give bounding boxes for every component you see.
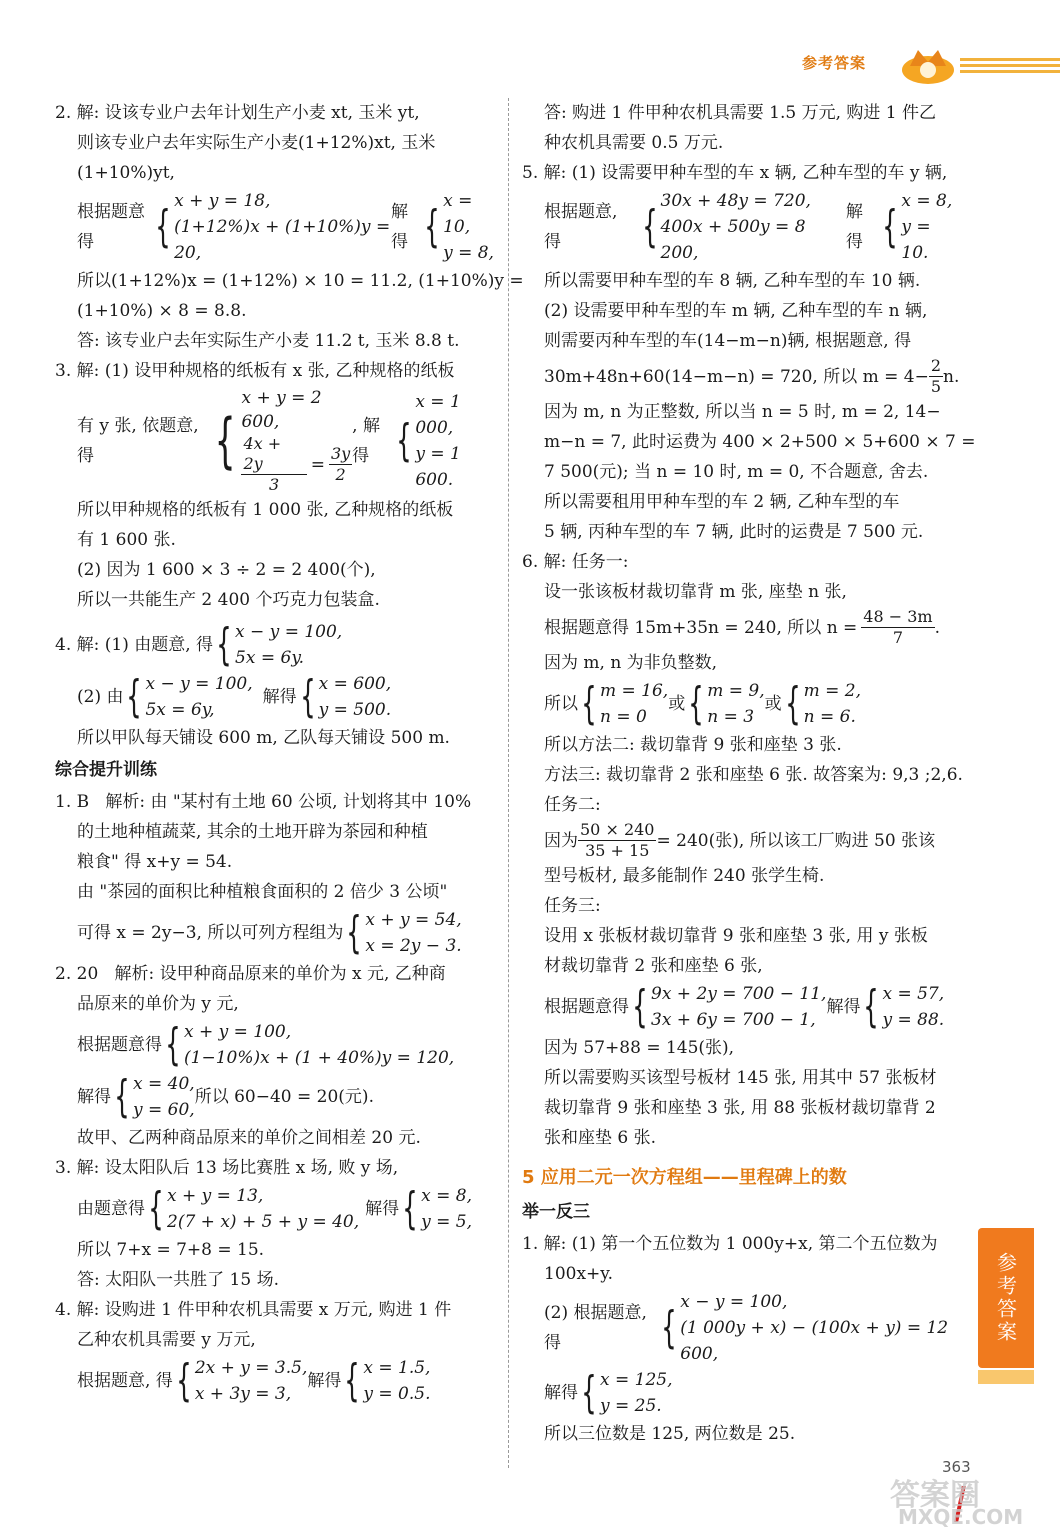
solution: x = 40,	[133, 1074, 195, 1094]
c5-line: 则需要丙种车型的车(14−m−n)辆, 根据题意, 得	[544, 331, 912, 351]
c5-line: 因为 m, n 为正整数, 所以当 n = 5 时, m = 2, 14−	[544, 402, 941, 422]
column-divider	[508, 98, 509, 1468]
c6-line: 方法三: 裁切靠背 2 张和座垫 6 张. 故答案为: 9,3 ;2,6.	[544, 765, 963, 785]
c5-line: n.	[943, 366, 960, 387]
or-label: 或	[764, 694, 782, 714]
c6-line: 设一张该板材裁切靠背 m 张, 座垫 n 张,	[544, 582, 847, 602]
c2-solution	[55, 1071, 495, 1123]
c4-solve-label: 解得	[307, 1371, 342, 1391]
brace-icon: {	[581, 678, 597, 729]
side-tab: 参考答案	[978, 1228, 1034, 1368]
page-number: 363	[942, 1458, 971, 1476]
fraction-numerator: 4x + 2y	[241, 434, 306, 475]
c4-line: 4. 解: 设购进 1 件甲种农机具需要 x 万元, 购进 1 件	[55, 1300, 452, 1320]
equation: 5x = 6y,	[145, 700, 215, 720]
c6-fraction-line	[522, 607, 962, 648]
solution: y = 60,	[133, 1100, 195, 1120]
brace-icon: {	[214, 405, 236, 476]
equation: 2(7 + x) + 5 + y = 40,	[167, 1212, 360, 1232]
c6-prefix-2: 根据题意得	[544, 997, 629, 1017]
r1-solution	[522, 1367, 962, 1419]
c4end-line: 答: 购进 1 件甲种农机具需要 1.5 万元, 购进 1 件乙	[544, 103, 937, 123]
brace-icon: {	[424, 201, 440, 252]
c5-line: m−n = 7, 此时运费为 400 × 2+500 × 5+600 × 7 =	[544, 432, 976, 452]
chapter-heading: 5 应用二元一次方程组——里程碑上的数	[522, 1167, 847, 1188]
solution: m = 9,	[707, 681, 765, 701]
r1-system	[522, 1289, 962, 1367]
c6-line: 所以方法二: 裁切靠背 9 张和座垫 3 张.	[544, 735, 842, 755]
equation: x + y = 2 600,	[241, 388, 322, 432]
r1-line: 1. 解: (1) 第一个五位数为 1 000y+x, 第二个五位数为	[522, 1234, 938, 1254]
c5-line: 30m+48n+60(14−m−n) = 720, 所以 m = 4−	[544, 366, 929, 387]
q3-system-prefix: 有 y 张, 依题意, 得	[77, 415, 199, 466]
c6-line: 任务二:	[544, 795, 601, 815]
fraction-denominator: 35 + 15	[585, 841, 650, 860]
c1-line: 由 "茶园的面积比种植粮食面积的 2 倍少 3 公顷"	[77, 882, 448, 902]
c6-line: 材裁切靠背 2 张和座垫 6 张,	[544, 956, 763, 976]
equation: 400x + 500y = 8 200,	[660, 217, 806, 263]
c5-line: 5. 解: (1) 设需要甲种车型的车 x 辆, 乙种车型的车 y 辆,	[522, 163, 948, 183]
c4-prefix: 根据题意, 得	[77, 1371, 173, 1391]
brace-icon: {	[165, 1019, 181, 1070]
section-heading: 综合提升训练	[55, 760, 157, 780]
brace-icon: {	[346, 907, 363, 958]
c3-line: 所以 7+x = 7+8 = 15.	[77, 1240, 265, 1260]
header-stripes	[960, 58, 1060, 82]
solution: x = 1 000,	[415, 391, 461, 438]
c3-system	[55, 1183, 495, 1235]
c3-solve-label: 解得	[365, 1199, 400, 1219]
brace-icon: {	[176, 1355, 192, 1406]
q2-line: (1+10%)yt,	[77, 163, 175, 183]
q3-line: 所以甲种规格的纸板有 1 000 张, 乙种规格的纸板	[77, 500, 454, 520]
equation: x + y = 13,	[167, 1186, 264, 1206]
fraction-numerator: 3y	[330, 444, 351, 463]
solution: y = 500.	[318, 700, 392, 720]
c5-fraction-line	[522, 356, 962, 397]
brace-icon: {	[632, 981, 648, 1032]
fraction-numerator: 48 − 3m	[863, 607, 933, 626]
fraction-numerator: 50 × 240	[580, 820, 655, 839]
fraction-denominator: 3	[268, 475, 280, 494]
solution: x = 1.5,	[363, 1358, 431, 1378]
c6-line: 裁切靠背 9 张和座垫 3 张, 用 88 张板材裁切靠背 2	[544, 1098, 936, 1118]
c1-line: 粮食" 得 x+y = 54.	[77, 852, 233, 872]
r1-line: 100x+y.	[544, 1264, 614, 1284]
watermark-url: MXQE.COM	[898, 1505, 1024, 1529]
left-column	[55, 98, 524, 1407]
q4-prefix-2: (2) 由	[77, 687, 124, 707]
brace-icon: {	[155, 201, 171, 252]
solution: n = 3	[707, 707, 755, 727]
c3-line: 答: 太阳队一共胜了 15 场.	[77, 1270, 279, 1290]
r1-prefix: (2) 根据题意, 得	[544, 1303, 647, 1353]
c6-line: = 240(张), 所以该工厂购进 50 张该	[656, 830, 936, 851]
solution: y = 88.	[882, 1010, 945, 1030]
solution: y = 10.	[901, 217, 931, 263]
fraction-denominator: 7	[892, 628, 904, 647]
q4-solve-label: 解得	[262, 687, 297, 707]
brace-icon: {	[688, 678, 704, 729]
q4-system	[55, 619, 495, 671]
r1-line: 所以三位数是 125, 两位数是 25.	[544, 1424, 796, 1444]
q2-system-prefix: 根据题意得	[77, 202, 145, 252]
equation: (1+12%)x + (1+10%)y = 20,	[174, 217, 391, 263]
equation: x + y = 54,	[365, 910, 462, 930]
c5-system	[522, 188, 962, 266]
c2-line: 2. 20 解析: 设甲种商品原来的单价为 x 元, 乙种商	[55, 964, 446, 984]
c6-line: 因为 m, n 为非负整数,	[544, 653, 718, 673]
right-column	[522, 98, 976, 1449]
brace-icon: {	[581, 1367, 597, 1418]
q3-line: 所以一共能生产 2 400 个巧克力包装盒.	[77, 590, 380, 610]
q2-line: 所以(1+12%)x = (1+12%) × 10 = 11.2, (1+10%)y =	[77, 271, 524, 291]
or-label: 或	[668, 694, 686, 714]
q3-line: (2) 因为 1 600 × 3 ÷ 2 = 2 400(个),	[77, 560, 376, 580]
equation: x − y = 100,	[680, 1292, 788, 1312]
c6-line: 设用 x 张板材裁切靠背 9 张和座垫 3 张, 用 y 张板	[544, 926, 928, 946]
c1-line: 1. B 解析: 由 "某村有土地 60 公顷, 计划将其中 10%	[55, 792, 472, 812]
equation: x + y = 100,	[184, 1022, 292, 1042]
q2-line: 2. 解: 设该专业户去年计划生产小麦 xt, 玉米 yt,	[55, 103, 420, 123]
c4-system	[55, 1355, 495, 1407]
equation: x + 3y = 3,	[194, 1384, 292, 1404]
c6-line: 张和座垫 6 张.	[544, 1128, 657, 1148]
solution: x = 8,	[421, 1186, 473, 1206]
solution: y = 8,	[443, 243, 494, 263]
solution: y = 5,	[421, 1212, 473, 1232]
solution: x = 57,	[882, 984, 945, 1004]
q2-line: (1+10%) × 8 = 8.8.	[77, 301, 247, 321]
c6-line: .	[934, 617, 940, 638]
solution: y = 25.	[600, 1396, 662, 1416]
brace-icon: {	[863, 981, 880, 1032]
equation: (1−10%)x + (1 + 40%)y = 120,	[184, 1048, 455, 1068]
brace-icon: {	[299, 671, 316, 722]
c5-prefix: 根据题意, 得	[544, 202, 618, 252]
brace-icon: {	[344, 1355, 361, 1406]
q3-line: 3. 解: (1) 设甲种规格的纸板有 x 张, 乙种规格的纸板	[55, 361, 455, 381]
fraction-denominator: 5	[930, 377, 942, 396]
brace-icon: {	[641, 201, 658, 252]
c2-system	[55, 1019, 495, 1071]
equation: 3x + 6y = 700 − 1,	[651, 1010, 816, 1030]
crown-icon	[900, 44, 956, 86]
equation: x = 2y − 3.	[365, 936, 462, 956]
equation: x − y = 100,	[145, 674, 253, 694]
c1-system	[55, 907, 495, 959]
c2-line: 故甲、乙两种商品原来的单价之间相差 20 元.	[77, 1128, 421, 1148]
c1-line: 的土地种植蔬菜, 其余的土地开辟为茶园和种植	[77, 822, 428, 842]
c5-solve-label: 解得	[845, 202, 863, 252]
c2-prefix: 根据题意得	[77, 1035, 162, 1055]
c3-line: 3. 解: 设太阳队后 13 场比赛胜 x 场, 败 y 场,	[55, 1158, 399, 1178]
c5-line: 7 500(元); 当 n = 10 时, m = 0, 不合题意, 舍去.	[544, 462, 929, 482]
solution: y = 1 600.	[415, 443, 461, 490]
c6-line: 因为 57+88 = 145(张),	[544, 1038, 735, 1058]
side-tab-base	[978, 1370, 1034, 1384]
c6-line: 型号板材, 最多能制作 240 张学生椅.	[544, 866, 825, 886]
c2-prefix-2: 解得	[77, 1087, 111, 1107]
c4-line: 乙种农机具需要 y 万元,	[77, 1330, 256, 1350]
brace-icon: {	[402, 1183, 418, 1234]
c6-solve-label: 解得	[826, 997, 861, 1017]
brace-icon: {	[148, 1183, 164, 1234]
c6-fraction-line-2	[522, 820, 962, 861]
c6-system	[522, 981, 962, 1033]
q3-line: 有 1 600 张.	[77, 530, 176, 550]
q2-line: 则该专业户去年实际生产小麦(1+12%)xt, 玉米	[77, 133, 436, 153]
c6-cases	[522, 678, 962, 730]
brace-icon: {	[396, 414, 413, 466]
q2-solve-label: 解得	[391, 202, 409, 252]
q2-system	[55, 188, 495, 266]
solution: x = 10,	[443, 191, 473, 237]
watermark: 答案圈	[890, 1478, 980, 1513]
q4-line: 所以甲队每天铺设 600 m, 乙队每天铺设 500 m.	[77, 728, 450, 748]
solution: n = 0	[600, 707, 647, 727]
c5-line: 所以需要租用甲种车型的车 2 辆, 乙种车型的车	[544, 492, 900, 512]
c6-prefix: 所以	[544, 694, 578, 714]
fraction-numerator: 2	[930, 356, 942, 375]
c5-line: 5 辆, 丙种车型的车 7 辆, 此时的运费是 7 500 元.	[544, 522, 924, 542]
c6-line: 所以需要购买该型号板材 145 张, 用其中 57 张板材	[544, 1068, 937, 1088]
brace-icon: {	[882, 201, 899, 252]
c2-post: 所以 60−40 = 20(元).	[194, 1087, 374, 1107]
solution: m = 2,	[803, 681, 862, 701]
solution: x = 8,	[901, 191, 953, 211]
equation: (1 000y + x) − (100x + y) = 12 600,	[680, 1318, 949, 1364]
q4-system-2	[55, 671, 495, 723]
brace-icon: {	[126, 671, 143, 722]
equation: 9x + 2y = 700 − 11,	[651, 984, 827, 1004]
equation: x − y = 100,	[235, 622, 343, 642]
header-tag: 参考答案	[802, 54, 867, 72]
c3-prefix: 由题意得	[77, 1199, 145, 1219]
c6-line: 6. 解: 任务一:	[522, 552, 629, 572]
q3-system	[55, 386, 495, 495]
q4-prefix: 4. 解: (1) 由题意, 得	[55, 635, 214, 655]
c6-line: 根据题意得 15m+35n = 240, 所以 n =	[544, 617, 858, 638]
c2-line: 品原来的单价为 y 元,	[77, 994, 239, 1014]
c5-line: (2) 设需要甲种车型的车 m 辆, 乙种车型的车 n 辆,	[544, 301, 928, 321]
solution: n = 6.	[803, 707, 856, 727]
solution: x = 600,	[318, 674, 392, 694]
fraction-denominator: 2	[335, 465, 346, 484]
equation: 30x + 48y = 720,	[660, 191, 811, 211]
brace-icon: {	[784, 678, 801, 729]
brace-icon: {	[661, 1302, 677, 1353]
solution: y = 0.5.	[363, 1384, 431, 1404]
equation: x + y = 18,	[174, 191, 271, 211]
brace-icon: {	[216, 619, 232, 670]
solution: m = 16,	[600, 681, 669, 701]
c1-prefix: 可得 x = 2y−3, 所以可列方程组为	[77, 923, 344, 943]
section-heading: 举一反三	[522, 1202, 590, 1222]
c5-line: 所以需要甲种车型的车 8 辆, 乙种车型的车 10 辆.	[544, 271, 921, 291]
equation: 5x = 6y.	[235, 648, 305, 668]
equals-sign: =	[310, 454, 325, 475]
c6-line: 任务三:	[544, 896, 601, 916]
q3-solve-label: , 解得	[352, 415, 380, 466]
c4end-line: 种农机具需要 0.5 万元.	[544, 133, 724, 153]
r1-prefix-2: 解得	[544, 1383, 578, 1403]
c6-line: 因为	[544, 830, 578, 851]
q2-line: 答: 该专业户去年实际生产小麦 11.2 t, 玉米 8.8 t.	[77, 331, 460, 351]
brace-icon: {	[114, 1071, 130, 1122]
equation: 2x + y = 3.5,	[194, 1358, 308, 1378]
solution: x = 125,	[600, 1370, 673, 1390]
